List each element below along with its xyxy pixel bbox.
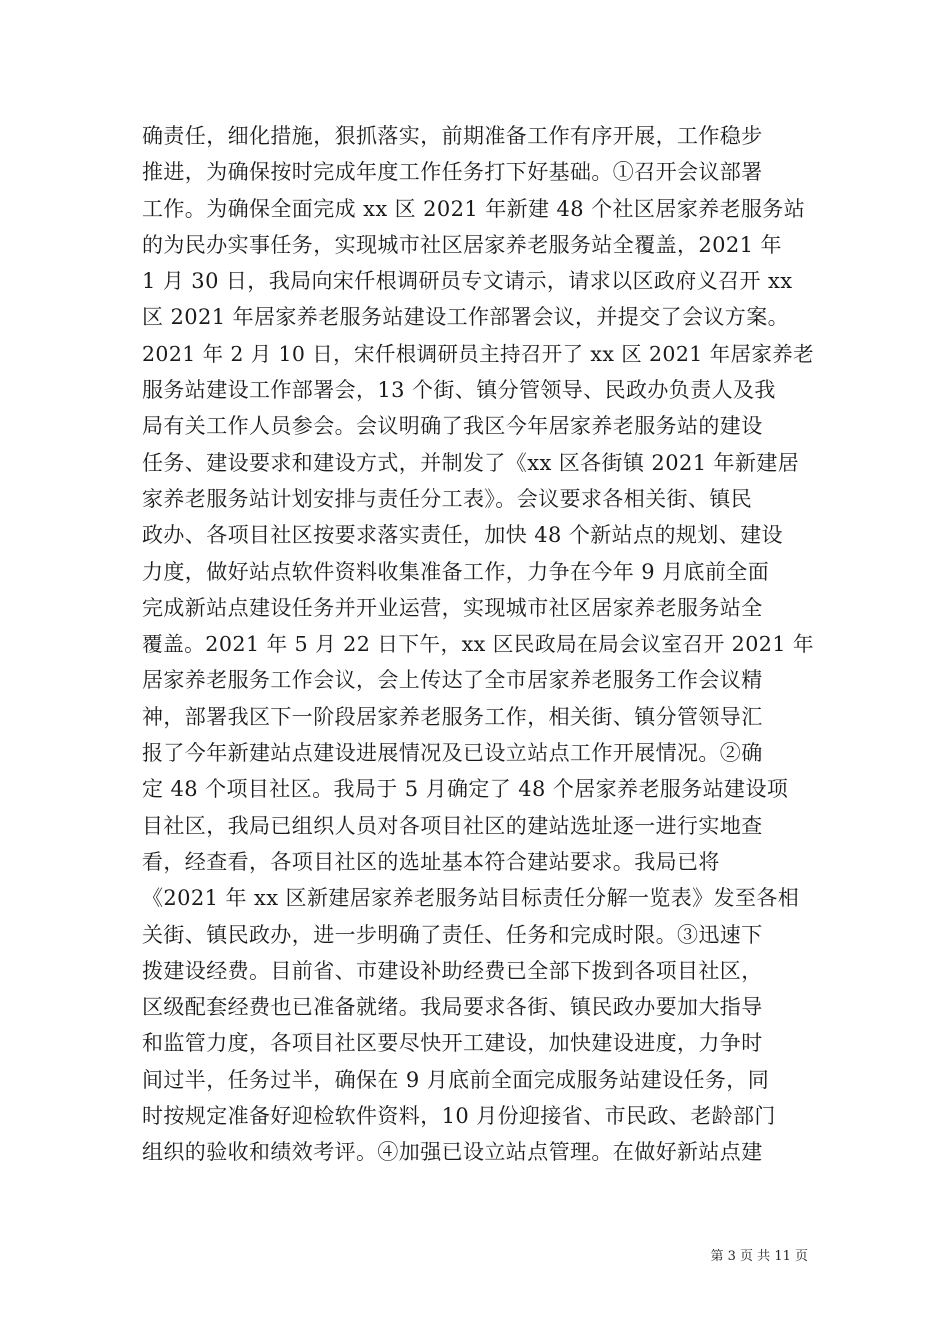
text-line: 政办、各项目社区按要求落实责任，加快 48 个新站点的规划、建设 xyxy=(142,523,783,548)
text-line: 局有关工作人员参会。会议明确了我区今年居家养老服务站的建设 xyxy=(142,414,763,439)
text-line: 定 48 个项目社区。我局于 5 月确定了 48 个居家养老服务站建设项 xyxy=(142,777,789,802)
text-line: 居家养老服务工作会议，会上传达了全市居家养老服务工作会议精 xyxy=(142,668,763,693)
text-line: 家养老服务站计划安排与责任分工表》。会议要求各相关街、镇民 xyxy=(142,486,753,511)
text-line: 推进，为确保按时完成年度工作任务打下好基础。①召开会议部署 xyxy=(142,160,763,185)
text-line: 神，部署我区下一阶段居家养老服务工作，相关街、镇分管领导汇 xyxy=(142,704,763,729)
text-line: 服务站建设工作部署会，13 个街、镇分管领导、民政办负责人及我 xyxy=(142,378,776,403)
text-line: 时按规定准备好迎检软件资料，10 月份迎接省、市民政、老龄部门 xyxy=(142,1104,776,1129)
text-line: 报了今年新建站点建设进展情况及已设立站点工作开展情况。②确 xyxy=(142,741,763,766)
text-line: 力度，做好站点软件资料收集准备工作，力争在今年 9 月底前全面 xyxy=(142,559,770,584)
page-number-footer: 第 3 页 共 11 页 xyxy=(710,1249,808,1264)
text-line: 关街、镇民政办，进一步明确了责任、任务和完成时限。③迅速下 xyxy=(142,922,763,947)
text-line: 2021 年 2 月 10 日，宋仟根调研员主持召开了 xx 区 2021 年居家养老 xyxy=(142,341,814,366)
text-line: 1 月 30 日，我局向宋仟根调研员专文请示，请求以区政府义召开 xx xyxy=(142,269,793,294)
body-text xyxy=(142,118,814,1171)
text-line: 工作。为确保全面完成 xx 区 2021 年新建 48 个社区居家养老服务站 xyxy=(142,196,806,221)
text-line: 和监管力度，各项目社区要尽快开工建设，加快建设进度，力争时 xyxy=(142,1031,763,1056)
text-line: 拨建设经费。目前省、市建设补助经费已全部下拨到各项目社区， xyxy=(142,958,763,983)
text-line: 覆盖。2021 年 5 月 22 日下午，xx 区民政局在局会议室召开 2021 年 xyxy=(142,632,814,657)
text-line: 《2021 年 xx 区新建居家养老服务站目标责任分解一览表》发至各相 xyxy=(142,886,800,911)
text-line: 间过半，任务过半，确保在 9 月底前全面完成服务站建设任务，同 xyxy=(142,1067,770,1092)
text-line: 完成新站点建设任务并开业运营，实现城市社区居家养老服务站全 xyxy=(142,595,763,620)
text-line: 组织的验收和绩效考评。④加强已设立站点管理。在做好新站点建 xyxy=(142,1140,763,1165)
text-line: 的为民办实事任务，实现城市社区居家养老服务站全覆盖，2021 年 xyxy=(142,232,782,257)
text-line: 区级配套经费也已准备就绪。我局要求各街、镇民政办要加大指导 xyxy=(142,995,763,1020)
text-line: 区 2021 年居家养老服务站建设工作部署会议，并提交了会议方案。 xyxy=(142,305,789,330)
text-line: 任务、建设要求和建设方式，并制发了《xx 区各街镇 2021 年新建居 xyxy=(142,450,800,475)
text-line: 看，经查看，各项目社区的选址基本符合建站要求。我局已将 xyxy=(142,849,720,874)
text-line: 确责任，细化措施，狠抓落实，前期准备工作有序开展，工作稳步 xyxy=(142,124,763,148)
text-line: 目社区，我局已组织人员对各项目社区的建站选址逐一进行实地查 xyxy=(142,813,763,838)
